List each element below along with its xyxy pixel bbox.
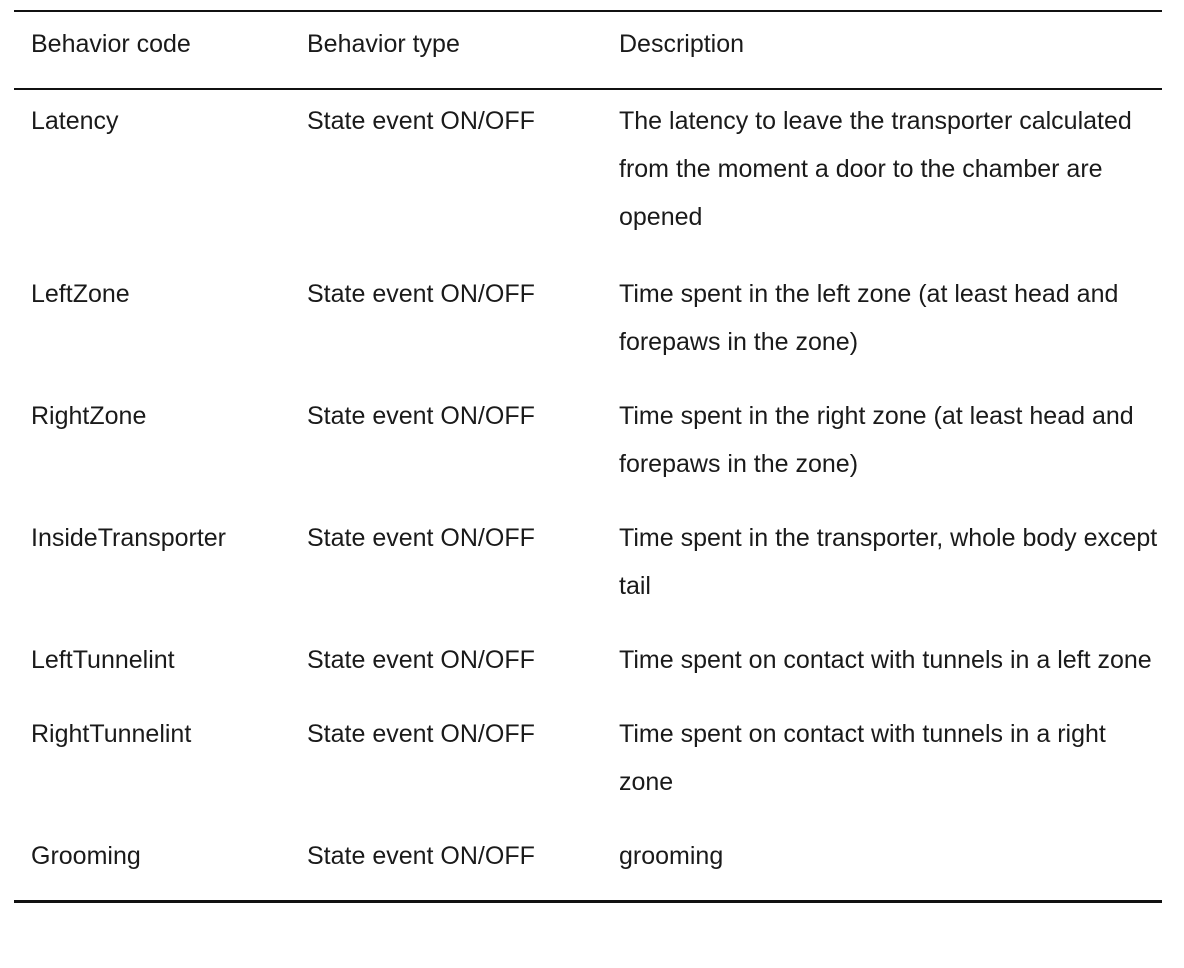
table-row	[14, 702, 1162, 824]
header-row	[14, 11, 1162, 89]
cell-behavior-code: LeftZone	[31, 280, 130, 308]
table-row	[14, 262, 1162, 384]
cell-behavior-type: State event ON/OFF	[307, 402, 535, 430]
cell-behavior-code: InsideTransporter	[31, 524, 226, 552]
cell-behavior-type: State event ON/OFF	[307, 646, 535, 674]
cell-behavior-code: LeftTunnelint	[31, 646, 175, 674]
cell-description: The latency to leave the transporter calculated from the moment a door to the chamber are opened	[619, 107, 1132, 231]
header-behavior-type: Behavior type	[307, 30, 460, 58]
header-description: Description	[619, 30, 745, 58]
table-row	[14, 89, 1162, 262]
cell-description: Time spent on contact with tunnels in a right zone	[619, 720, 1106, 796]
cell-description: Time spent in the right zone (at least head and forepaws in the zone)	[619, 402, 1134, 478]
table-row	[14, 824, 1162, 900]
cell-description: grooming	[619, 842, 724, 870]
table-row	[14, 628, 1162, 702]
cell-behavior-type: State event ON/OFF	[307, 720, 535, 748]
cell-behavior-type: State event ON/OFF	[307, 842, 535, 870]
table-row	[14, 506, 1162, 628]
behavior-table-container	[14, 10, 1162, 903]
cell-behavior-code: RightTunnelint	[31, 720, 192, 748]
header-behavior-code: Behavior code	[31, 30, 191, 58]
table-body	[14, 89, 1162, 900]
table-row	[14, 384, 1162, 506]
cell-behavior-code: RightZone	[31, 402, 147, 430]
cell-behavior-type: State event ON/OFF	[307, 107, 535, 135]
cell-behavior-type: State event ON/OFF	[307, 524, 535, 552]
behavior-table	[14, 10, 1162, 900]
cell-behavior-type: State event ON/OFF	[307, 280, 535, 308]
cell-description: Time spent on contact with tunnels in a left zone	[619, 646, 1152, 674]
cell-behavior-code: Latency	[31, 107, 119, 135]
table-bottom-rule	[14, 900, 1162, 903]
cell-behavior-code: Grooming	[31, 842, 141, 870]
cell-description: Time spent in the left zone (at least head and forepaws in the zone)	[619, 280, 1119, 356]
cell-description: Time spent in the transporter, whole body except tail	[619, 524, 1158, 600]
table-header	[14, 11, 1162, 89]
